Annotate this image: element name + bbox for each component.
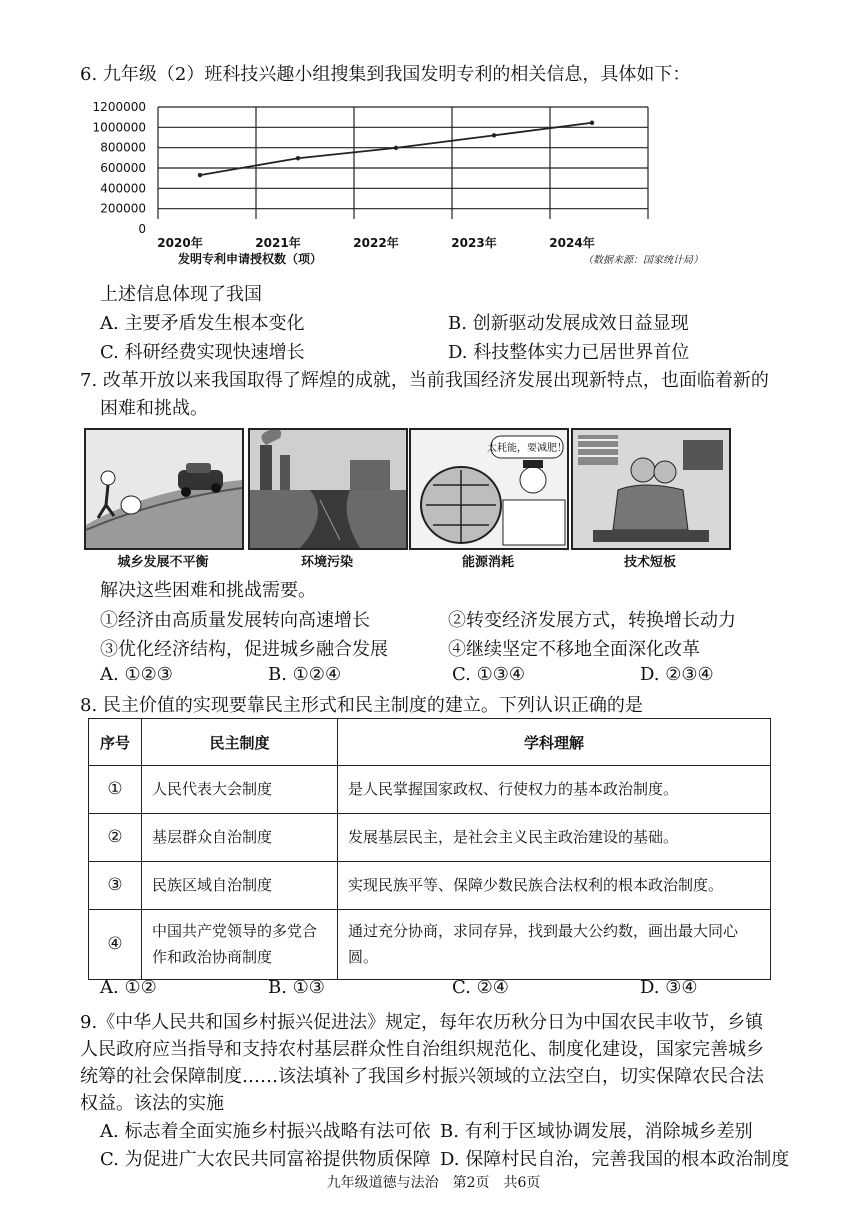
- y-tick-label: 600000: [100, 161, 146, 175]
- x-tick-label: 2021年: [255, 236, 301, 250]
- header-system: 民主制度: [142, 719, 338, 766]
- table-header-row: [89, 719, 771, 766]
- q9-line-2: 人民政府应当指导和支持农村基层群众性自治组织规范化、制度化建设，国家完善城乡: [80, 1039, 764, 1060]
- q7-item-4: ④继续坚定不移地全面深化改革: [448, 639, 700, 660]
- y-tick-label: 200000: [100, 201, 146, 216]
- q9-line-3: 统筹的社会保障制度……该法填补了我国乡村振兴领域的立法空白，切实保障农民合法: [80, 1066, 764, 1087]
- cartoon-tech-gap: [571, 428, 731, 550]
- x-tick-label: 2022年: [353, 236, 399, 250]
- cartoon-urban-rural: [84, 428, 244, 550]
- patent-line-chart: [78, 95, 718, 270]
- q6-stem: 6. 九年级（2）班科技兴趣小组搜集到我国发明专利的相关信息，具体如下：: [80, 64, 691, 85]
- x-tick-label: 2024年: [549, 236, 595, 250]
- q7-stem-line1: 7. 改革开放以来我国取得了辉煌的成就，当前我国经济发展出现新特点，也面临着新的: [80, 370, 769, 391]
- data-point: [296, 156, 300, 160]
- y-tick-label: 1200000: [92, 100, 146, 114]
- page-footer: 九年级道德与法治 第2页 共6页: [326, 1175, 541, 1191]
- q9-option-d[interactable]: D. 保障村民自治，完善我国的根本政治制度: [440, 1149, 790, 1170]
- row-system: 中国共产党领导的多党合作和政治协商制度: [142, 910, 338, 980]
- row-system: 民族区域自治制度: [142, 862, 338, 910]
- table-row: [89, 910, 771, 980]
- q8-option-b[interactable]: B. ①③: [268, 977, 325, 998]
- caption-pollution: 环境污染: [300, 555, 353, 570]
- q7-item-3: ③优化经济结构，促进城乡融合发展: [100, 639, 388, 660]
- q7-item-1: ①经济由高质量发展转向高速增长: [100, 610, 370, 631]
- q6-option-d[interactable]: D. 科技整体实力已居世界首位: [448, 342, 690, 363]
- table-row: [89, 766, 771, 814]
- q7-stem-line2: 困难和挑战。: [100, 398, 208, 419]
- data-point: [492, 133, 496, 137]
- y-tick-label: 400000: [100, 181, 146, 196]
- x-axis-label: 发明专利申请授权数（项）: [178, 252, 323, 266]
- q9-option-a[interactable]: A. 标志着全面实施乡村振兴战略有法可依: [100, 1121, 431, 1142]
- q9-option-c[interactable]: C. 为促进广大农民共同富裕提供物质保障: [100, 1149, 431, 1170]
- y-tick-label: 800000: [100, 140, 146, 155]
- q8-stem: 8. 民主价值的实现要靠民主形式和民主制度的建立。下列认识正确的是: [80, 695, 643, 716]
- q6-option-c[interactable]: C. 科研经费实现快速增长: [100, 342, 305, 363]
- x-tick-label: 2020年: [157, 236, 203, 250]
- q7-lead: 解决这些困难和挑战需要。: [100, 580, 316, 601]
- table-row: [89, 814, 771, 862]
- q9-line-1: 9.《中华人民共和国乡村振兴促进法》规定，每年农历秋分日为中国农民丰收节，乡镇: [80, 1012, 764, 1033]
- x-tick-label: 2023年: [451, 236, 497, 250]
- q7-option-b[interactable]: B. ①②④: [268, 664, 342, 685]
- row-understanding: 发展基层民主，是社会主义民主政治建设的基础。: [338, 814, 771, 862]
- q8-option-a[interactable]: A. ①②: [100, 977, 157, 998]
- q9-option-b[interactable]: B. 有利于区域协调发展，消除城乡差别: [440, 1121, 753, 1142]
- row-system: 人民代表大会制度: [142, 766, 338, 814]
- q6-option-b[interactable]: B. 创新驱动发展成效日益显现: [448, 313, 689, 334]
- row-num: ③: [89, 862, 142, 910]
- caption-energy: 能源消耗: [461, 555, 514, 570]
- q8-option-c[interactable]: C. ②④: [452, 977, 509, 998]
- y-tick-label: 1000000: [92, 120, 146, 135]
- header-understanding: 学科理解: [338, 719, 771, 766]
- q6-lead: 上述信息体现了我国: [100, 284, 262, 305]
- caption-urban-rural: 城乡发展不平衡: [117, 555, 209, 570]
- caption-tech-gap: 技术短板: [623, 555, 676, 570]
- q8-option-d[interactable]: D. ③④: [640, 977, 698, 998]
- row-num: ②: [89, 814, 142, 862]
- democracy-table: [88, 718, 771, 980]
- header-num: 序号: [89, 719, 142, 766]
- cartoon-energy: [409, 428, 569, 550]
- energy-speech-bubble: 太耗能，要减肥！: [487, 443, 567, 454]
- q9-line-4: 权益。该法的实施: [80, 1093, 224, 1114]
- data-point: [590, 121, 594, 125]
- q6-option-a[interactable]: A. 主要矛盾发生根本变化: [100, 313, 305, 334]
- row-understanding: 通过充分协商，求同存异，找到最大公约数，画出最大同心圆。: [338, 910, 771, 980]
- row-understanding: 是人民掌握国家政权、行使权力的基本政治制度。: [338, 766, 771, 814]
- data-source-note: （数据来源：国家统计局）: [583, 255, 703, 266]
- row-understanding: 实现民族平等、保障少数民族合法权利的根本政治制度。: [338, 862, 771, 910]
- data-point: [394, 146, 398, 150]
- table-row: [89, 862, 771, 910]
- q7-option-c[interactable]: C. ①③④: [452, 664, 525, 685]
- cartoon-pollution: [248, 428, 408, 550]
- data-point: [198, 173, 202, 177]
- q7-option-d[interactable]: D. ②③④: [640, 664, 714, 685]
- q7-option-a[interactable]: A. ①②③: [100, 664, 173, 685]
- y-tick-label: 0: [138, 222, 146, 236]
- q7-item-2: ②转变经济发展方式，转换增长动力: [448, 610, 736, 631]
- row-num: ④: [89, 910, 142, 980]
- row-num: ①: [89, 766, 142, 814]
- row-system: 基层群众自治制度: [142, 814, 338, 862]
